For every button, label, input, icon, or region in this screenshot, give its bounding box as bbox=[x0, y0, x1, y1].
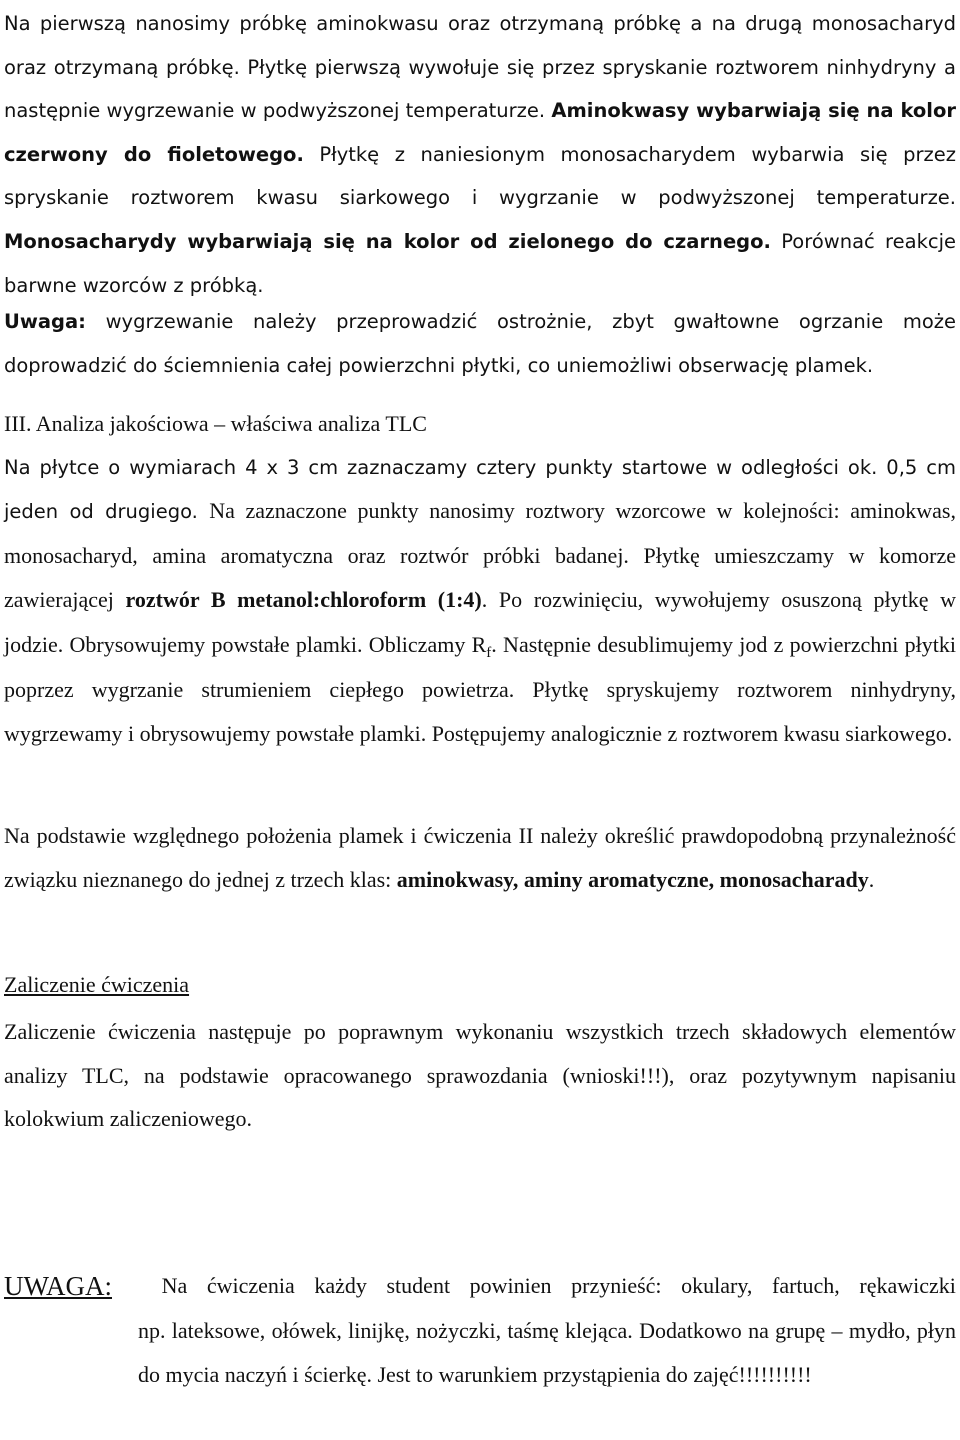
note-word: przynieść: bbox=[571, 1273, 662, 1298]
monosaccharide-color-note: Monosacharydy wybarwiają się na kolor od zielonego do czarnego. bbox=[4, 229, 771, 253]
note-word: ćwiczenia bbox=[206, 1273, 295, 1298]
staining-text-3: Porównać reakcje barwne wzorców z próbką. bbox=[4, 229, 957, 297]
note-word: powinien bbox=[469, 1273, 552, 1298]
passing-paragraph: Zaliczenie ćwiczenia następuje po poprawnym wykonaniu wszystkich trzech składowych elementów analizy TLC, na podstawie opracowanego sprawozdania (wnioski!!!), oraz pozytywnym napisaniu kolokwium zaliczeniowego. bbox=[4, 1019, 956, 1132]
tlc-plate-text-3: . Po rozwinięciu, wywołujemy osuszoną płytkę w jodzie. Obrysowujemy powstałe plamki. Obliczamy R bbox=[4, 587, 956, 657]
staining-text-1: Na pierwszą nanosimy próbkę aminokwasu oraz otrzymaną próbkę a na drugą monosacharyd oraz otrzymaną próbkę. Płytkę pierwszą wywołuje się przez spryskanie roztworem ninhydryny a następnie wygrzewanie w podwyższonej temperaturze. bbox=[4, 12, 956, 123]
rf-subscript: f bbox=[486, 644, 492, 661]
staining-text-2: Płytkę z naniesionym monosacharydem wybarwia się przez spryskanie roztworem kwasu siarkowego i wygrzanie w podwyższonej temperaturze. bbox=[4, 142, 956, 210]
note-word: każdy bbox=[314, 1273, 367, 1298]
warning-paragraph bbox=[4, 300, 956, 387]
tlc-plate-text-1: Na płytce o wymiarach 4 x 3 cm zaznaczamy cztery punkty startowe w odległości ok. 0,5 cm jeden od drugiego. bbox=[4, 455, 956, 524]
tlc-plate-text-4: . Następnie desublimujemy jod z powierzchni płytki poprzez wygrzanie strumieniem ciepłego powietrza. Płytkę spryskujemy roztworem ninhydryny, wygrzewamy i obrysowujemy powstałe plamki. Postępujemy analogicznie z roztworem kwasu siarkowego. bbox=[4, 631, 956, 747]
note-word: okulary, bbox=[681, 1273, 753, 1298]
final-note-label: UWAGA: bbox=[4, 1271, 112, 1301]
conclusion-text-1: Na podstawie względnego położenia plamek i ćwiczenia II należy określić prawdopodobną przynależność związku nieznanego do jednej z trzech klas: bbox=[4, 823, 956, 892]
conclusion-paragraph bbox=[4, 814, 956, 901]
amino-acid-color-note: Aminokwasy wybarwiają się na kolor czerwony do fioletowego. bbox=[4, 99, 956, 166]
final-note-continuation: np. lateksowe, ołówek, linijkę, nożyczki, taśmę klejąca. Dodatkowo na grupę – mydło, płyn do mycia naczyń i ścierkę. Jest to warunkiem przystąpienia do zajęć!!!!!!!!!! bbox=[138, 1317, 956, 1387]
final-note-first-line bbox=[4, 1264, 956, 1309]
note-word: student bbox=[386, 1273, 451, 1298]
tlc-plate-text-2: Na zaznaczone punkty nanosimy roztwory wzorcowe w kolejności: aminokwas, monosacharyd, amina aromatyczna oraz roztwór próbki badanej. Płytkę umieszczamy w komorze zawierającej bbox=[4, 498, 956, 613]
warning-label: Uwaga: bbox=[4, 310, 86, 333]
conclusion-text-2: . bbox=[868, 866, 875, 892]
note-word: rękawiczki bbox=[859, 1273, 956, 1298]
note-word: Na bbox=[161, 1273, 188, 1298]
tlc-eluent: roztwór B metanol:chloroform (1:4) bbox=[125, 587, 482, 613]
tlc-section bbox=[4, 402, 956, 757]
tlc-plate-text bbox=[4, 446, 956, 757]
passing-heading: Zaliczenie ćwiczenia bbox=[4, 972, 190, 997]
note-word: fartuch, bbox=[772, 1273, 840, 1298]
tlc-heading: III. Analiza jakościowa – właściwa analiza TLC bbox=[4, 411, 427, 436]
staining-paragraph bbox=[4, 2, 956, 307]
final-note bbox=[4, 1264, 956, 1398]
compound-classes: aminokwasy, aminy aromatyczne, monosacharady bbox=[396, 866, 869, 892]
warning-text: wygrzewanie należy przeprowadzić ostrożnie, zbyt gwałtowne ogrzanie może doprowadzić do ściemnienia całej powierzchni płytki, co uniemożliwi obserwację plamek. bbox=[4, 310, 956, 377]
